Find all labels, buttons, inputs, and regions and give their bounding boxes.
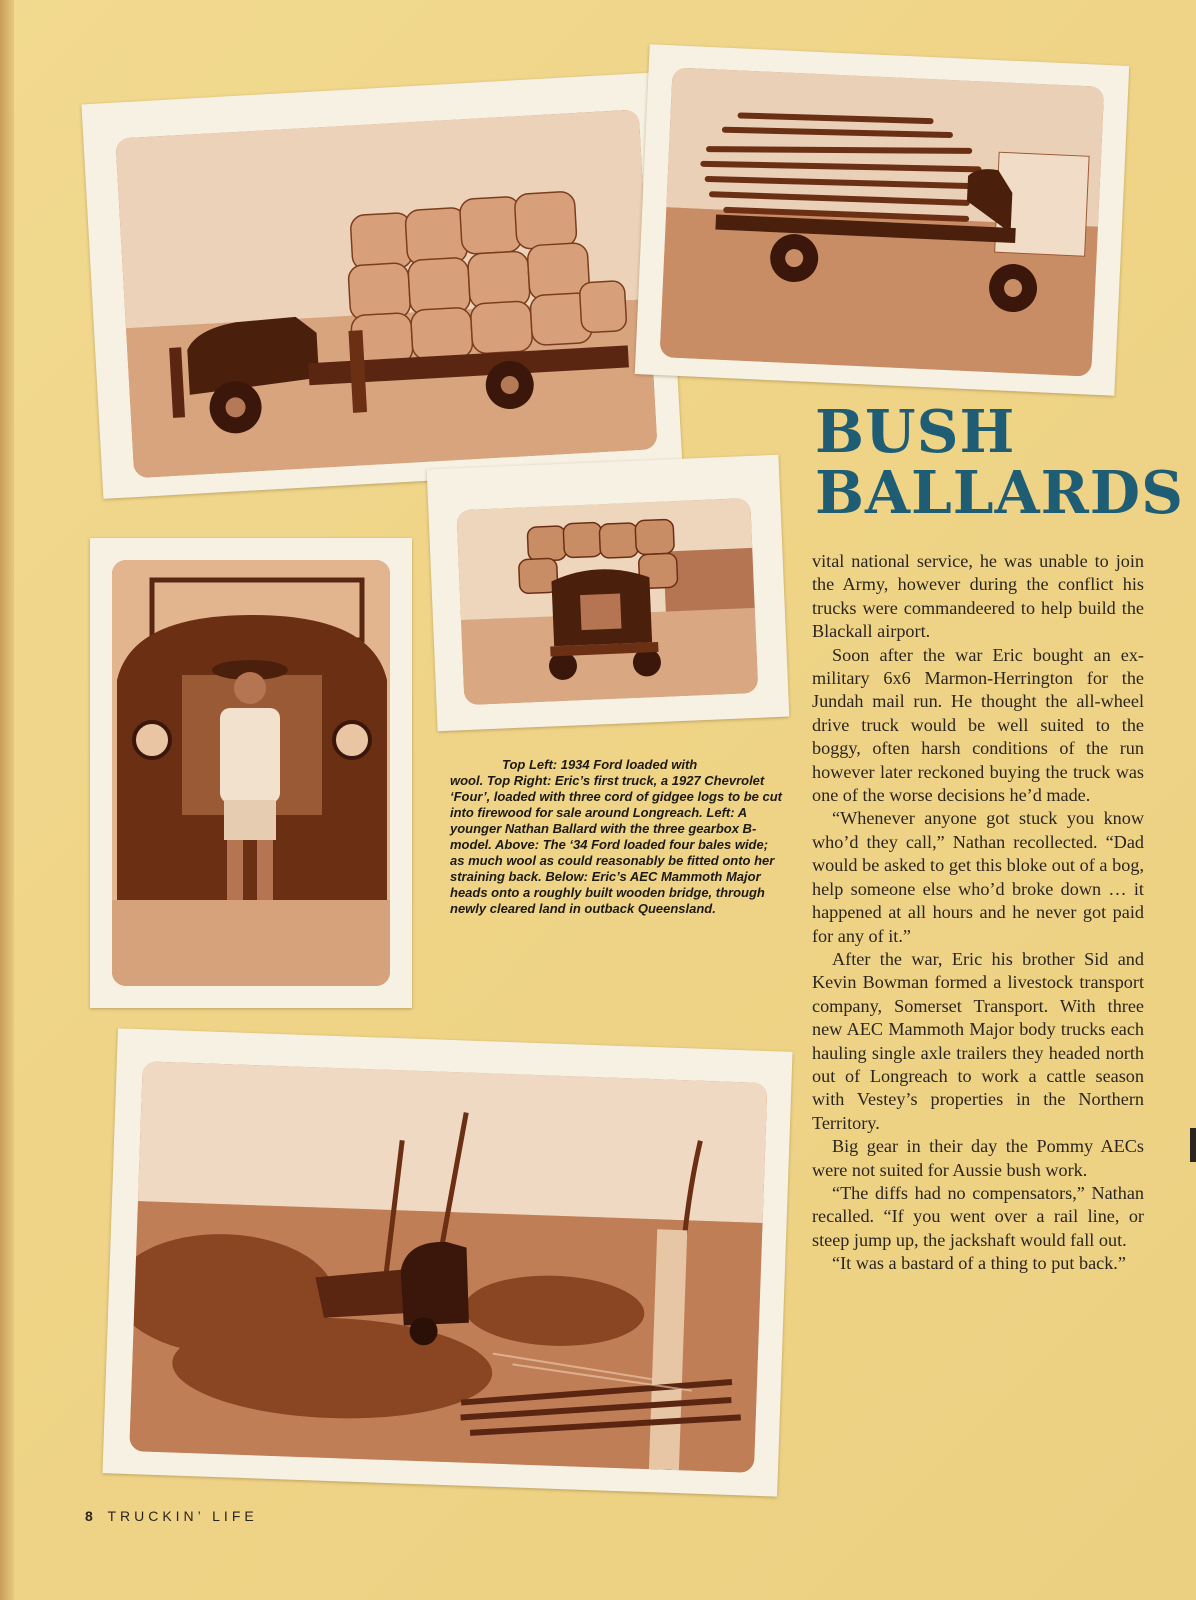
photo-caption [450, 757, 785, 917]
truck-front-bales-photo [456, 498, 758, 705]
article-body [812, 550, 1144, 1276]
man-truck-front-photo [112, 560, 390, 986]
body-paragraph: After the war, Eric his brother Sid and Kevin Bowman formed a livestock transport company, Somerset Transport. With three new AEC Mammoth Major body trucks each hauling single axle trailers they headed north out of Longreach to work a cattle season with Vestey’s properties in the Northern Territory. [812, 948, 1144, 1133]
page-number: 8 [85, 1508, 94, 1524]
body-paragraph: “It was a bastard of a thing to put back.” [832, 1253, 1126, 1274]
truck-logs-photo [660, 67, 1105, 376]
article-title [815, 396, 1184, 528]
body-paragraph: vital national service, he was unable to join the Army, however during the conflict his trucks were commandeered to help build the Blackall airport. [812, 551, 1144, 642]
photo-chevrolet-1927-logs [635, 44, 1129, 395]
magazine-name: TRUCKIN’ LIFE [107, 1508, 258, 1524]
photo-nathan-b-model [90, 538, 412, 1008]
truck-wool-bales-photo [115, 109, 657, 478]
body-paragraph: Big gear in their day the Pommy AECs were not suited for Aussie bush work. [812, 1136, 1144, 1180]
photo-ford-1934-wool [81, 72, 682, 499]
page-tab-marker [1190, 1128, 1196, 1162]
truck-bush-bridge-photo [129, 1061, 767, 1473]
page-edge [0, 0, 14, 1600]
body-paragraph: Soon after the war Eric bought an ex-military 6x6 Marmon-Herrington for the Jundah mail run. He thought the all-wheel drive truck would be well suited to the boggy, often harsh conditions of the run however later reckoned buying the truck was one of the worse decisions he’d made. [812, 644, 1144, 806]
page-footer [85, 1508, 258, 1524]
title-line-2: BALLARDS [815, 457, 1184, 528]
caption-text: wool. Top Right: Eric’s first truck, a 1927 Chevrolet ‘Four’, loaded with three cord of gidgee logs to be cut into firewood for sale around Longreach. Left: A younger Nathan Ballard with the three gearbox B-model. Above: The ‘34 Ford loaded four bales wide; as much wool as could reasonably be fitted onto her straining back. Below: Eric’s AEC Mammoth Major heads onto a roughly built wooden bridge, through newly cleared land in outback Queensland. [450, 773, 782, 916]
body-paragraph: “The diffs had no compensators,” Nathan recalled. “If you went over a rail line, or steep jump up, the jackshaft would fall out. [812, 1182, 1144, 1250]
caption-line-1: Top Left: 1934 Ford loaded with [502, 757, 698, 772]
photo-ford-34-front-bales [427, 455, 790, 732]
title-line-1: BUSH [815, 396, 1016, 467]
photo-aec-mammoth-bridge [102, 1028, 792, 1496]
body-paragraph: “Whenever anyone got stuck you know who’d they call,” Nathan recollected. “Dad would be asked to get this bloke out of a bog, help someone else who’d broke down … it happened at all hours and he never got paid for any of it.” [812, 808, 1144, 946]
